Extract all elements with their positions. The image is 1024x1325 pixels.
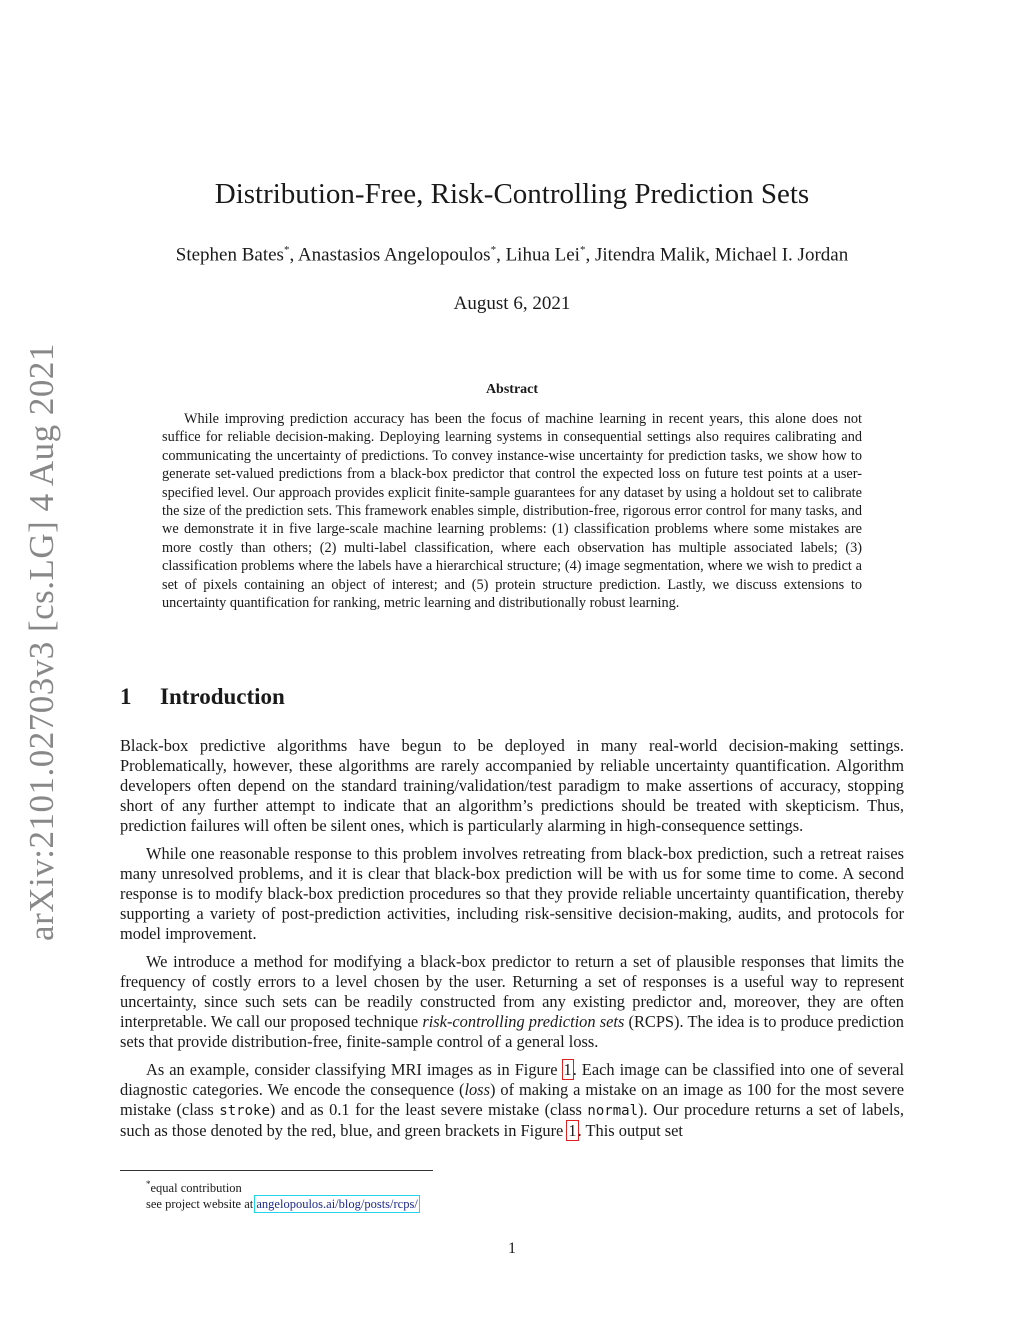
footnotes	[146, 1176, 418, 1212]
figure-reference-link[interactable]: 1	[563, 1060, 572, 1079]
footnote	[146, 1196, 418, 1212]
paragraph-text: . This output set	[577, 1121, 683, 1140]
equal-contribution-mark: *	[579, 244, 586, 256]
paragraph-text: (RCPS). The idea is to produce prediction sets that provide distribution-free, finite-sample control of a general loss.	[120, 1012, 905, 1051]
project-website-link[interactable]: angelopoulos.ai/blog/posts/rcps/	[256, 1197, 418, 1212]
paper-title: Distribution-Free, Risk-Controlling Prediction Sets	[214, 178, 810, 210]
paragraph-text: ) and as 0.1 for the least severe mistake (class	[269, 1100, 588, 1119]
paragraph	[120, 1060, 904, 1141]
section-number: 1	[120, 684, 132, 709]
introduction-body	[120, 736, 904, 1149]
paragraph	[120, 952, 904, 1052]
author-list: Stephen Bates*, Anastasios Angelopoulos*, Lihua Lei*, Jitendra Malik, Michael I. Jordan	[175, 244, 849, 266]
footnote-mark: *	[146, 1179, 151, 1189]
footnote-text: see project website at	[146, 1197, 257, 1212]
section-heading	[120, 684, 285, 710]
emphasized-term: loss	[464, 1080, 490, 1099]
paragraph-text: We introduce a method for modifying a black-box predictor to return a set of plausible responses that limits the frequency of costly errors to a level chosen by the user. Returning a set of responses is a useful way to represent uncertainty, since such sets can be readily constructed from any existing predictor and, moreover, they are often interpretable. We call our proposed technique	[120, 952, 904, 1031]
abstract-heading: Abstract	[485, 382, 539, 397]
arxiv-identifier-stamp: arXiv:2101.02703v3 [cs.LG] 4 Aug 2021	[22, 343, 61, 941]
paragraph-text: ). Our procedure returns a set of labels, such as those denoted by the red, blue, and green brackets in Figure	[120, 1100, 905, 1140]
author-names: Jitendra Malik, Michael I. Jordan	[594, 244, 849, 266]
code-class-name: normal	[587, 1103, 638, 1119]
page-number: 1	[508, 1240, 516, 1257]
figure-reference-link[interactable]: 1	[568, 1121, 577, 1140]
paragraph: Black-box predictive algorithms have begun to be deployed in many real-world decision-making settings. Problematically, however, these algorithms are rarely accompanied by reliable uncertainty quantification. Algorithm developers often depend on the standard training/validation/test paradigm to make assertions of accuracy, stopping short of any further attempt to indicate that an algorithm’s predictions should be treated with skepticism. Thus, prediction failures will often be silent ones, which is particularly alarming in high-consequence settings.	[120, 736, 904, 835]
paragraph-text: . Each image can be classified into one of several diagnostic categories. We encode the consequence (	[120, 1060, 905, 1099]
footnote	[146, 1176, 418, 1196]
section-title: Introduction	[160, 684, 285, 709]
emphasized-term: risk-controlling prediction sets	[422, 1012, 625, 1031]
footnote-divider	[120, 1170, 433, 1171]
footnote-text: equal contribution	[150, 1181, 242, 1196]
paragraph: While one reasonable response to this problem involves retreating from black-box prediction, such a retreat raises many unresolved problems, and it is clear that black-box prediction will be with us for some time to come. A second response is to modify black-box prediction procedures so that they provide reliable uncertainty quantification, thereby supporting a variety of post-prediction activities, including risk-sensitive decision-making, audits, and protocols for model improvement.	[120, 844, 904, 943]
code-class-name: stroke	[219, 1103, 270, 1119]
equal-contribution-mark: *	[490, 244, 497, 256]
publication-date: August 6, 2021	[453, 293, 571, 314]
author-name: Anastasios Angelopoulos	[297, 244, 491, 266]
paragraph-text: ) of making a mistake on an image as 100 for the most severe mistake (class	[120, 1080, 904, 1119]
paragraph-text: As an example, consider classifying MRI images as in Figure	[146, 1060, 563, 1079]
equal-contribution-mark: *	[283, 244, 290, 256]
author-name: Stephen Bates	[175, 244, 284, 266]
author-name: Lihua Lei	[505, 244, 580, 266]
abstract-body: While improving prediction accuracy has been the focus of machine learning in recent years, this alone does not suffice for reliable decision-making. Deploying learning systems in consequential settings also requires calibrating and communicating the uncertainty of predictions. To convey instance-wise uncertainty for prediction tasks, we show how to generate set-valued predictions from a black-box predictor that control the expected loss on future test points at a user-specified level. Our approach provides explicit finite-sample guarantees for any dataset by using a holdout set to calibrate the size of the prediction sets. This framework enables simple, distribution-free, rigorous error control for many tasks, and we demonstrate it in five large-scale machine learning problems: (1) classification problems where some mistakes are more costly than others; (2) multi-label classification, where each observation has multiple associated labels; (3) classification problems where the labels have a hierarchical structure; (4) image segmentation, where we wish to predict a set of pixels containing an object of interest; and (5) protein structure prediction. Lastly, we discuss extensions to uncertainty quantification for ranking, metric learning and distributionally robust learning.	[162, 411, 862, 612]
